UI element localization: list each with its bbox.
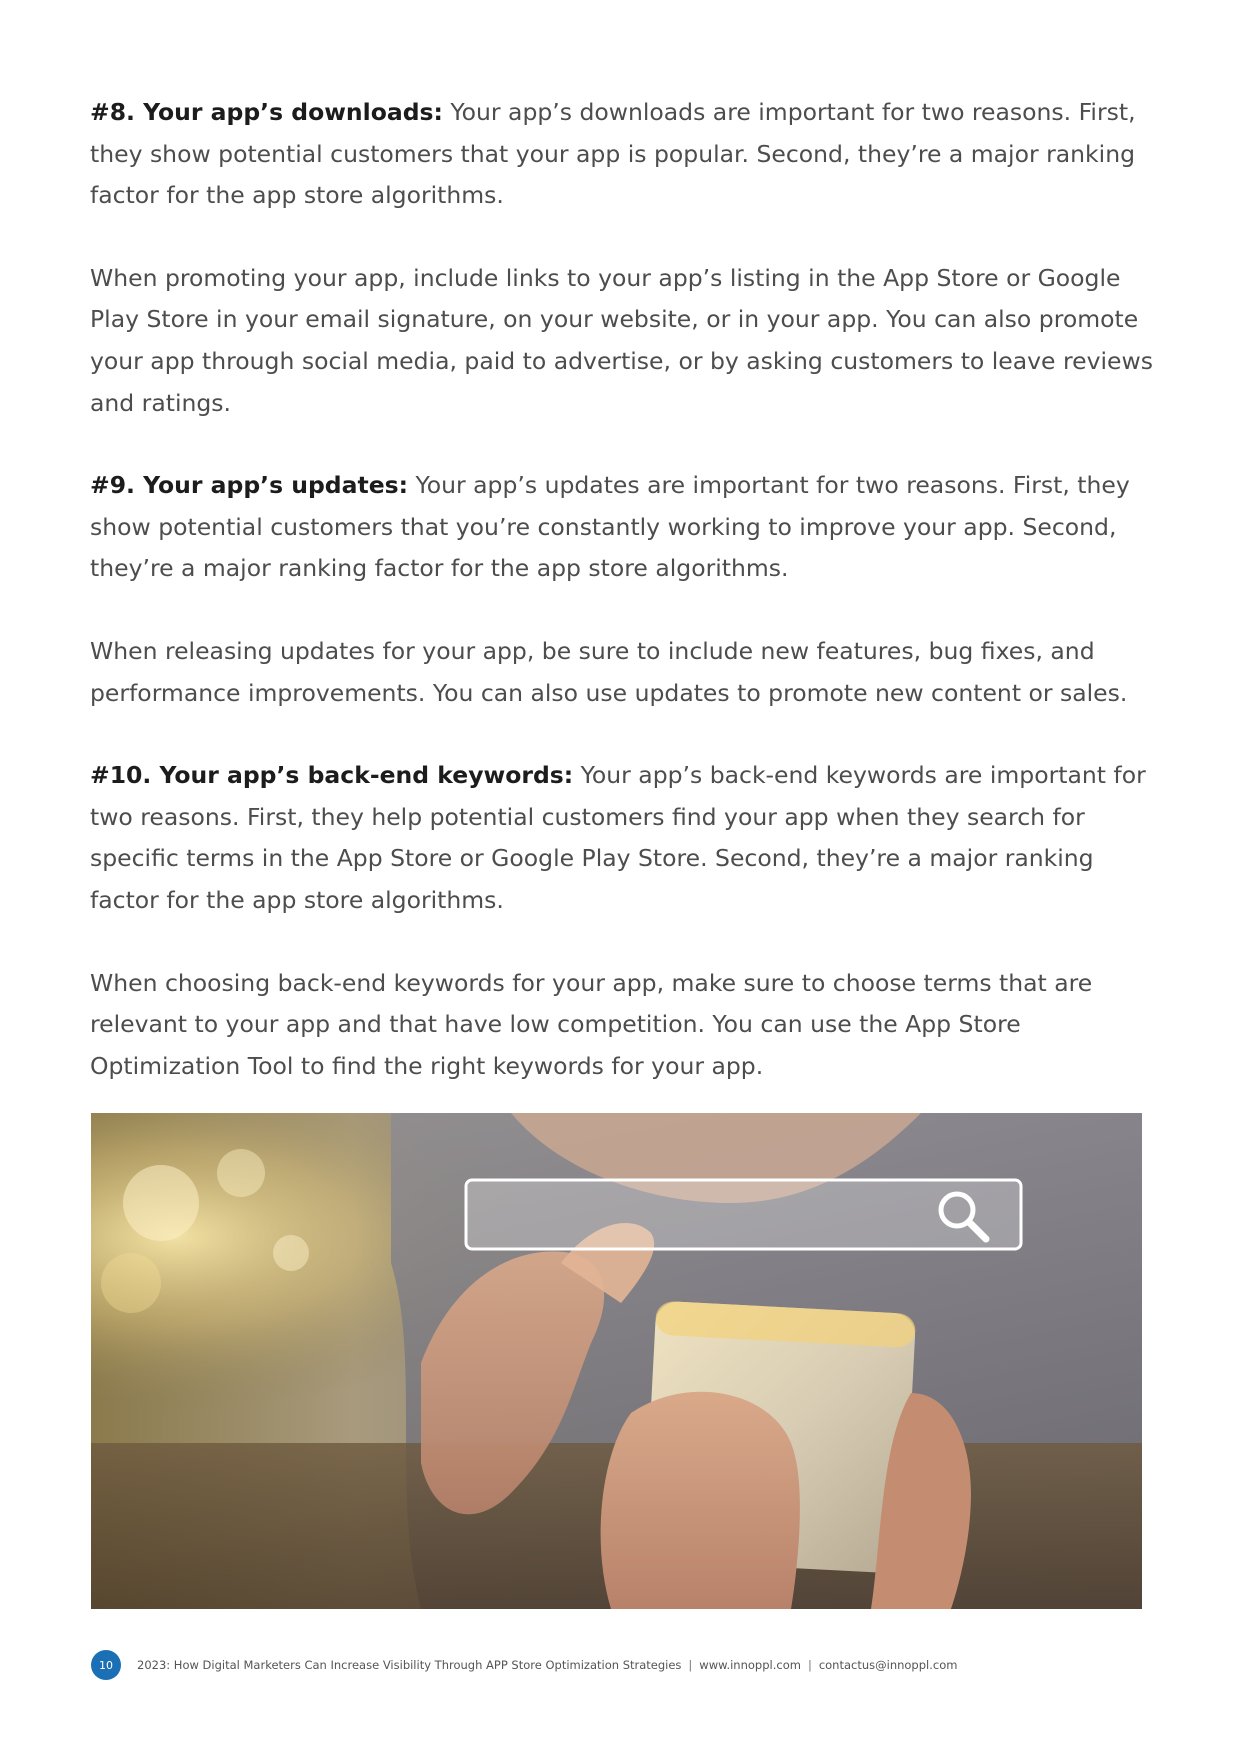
section-text: When choosing back-end keywords for your app, make sure to choose terms that are relevant to your app and that have low competition. You can use the App Store Optimization Tool to find the right keywords for your app. <box>90 968 1093 1080</box>
section-text: Your app’s updates are important for two reasons. First, they show potential customers that you’re constantly working to improve your app. Second, they’re a major ranking factor for the app store algorithms. <box>90 471 1130 583</box>
section-text: When releasing updates for your app, be sure to include new features, bug fixes, and performance improvements. You can also use updates to promote new content or sales. <box>90 636 1128 707</box>
section-text: Your app’s back-end keywords are important for two reasons. First, they help potential customers find your app when they search for specific terms in the App Store or Google Play Store. Second, they’re a major ranking factor for the app store algorithms. <box>90 761 1146 914</box>
section-text: When promoting your app, include links to your app’s listing in the App Store or Google Play Store in your email signature, on your website, or in your app. You can also promote your app through social media, paid to advertise, or by asking customers to leave reviews and ratings. <box>90 263 1153 417</box>
smartphone-search-photo <box>91 1113 1142 1609</box>
section-text: Your app’s downloads are important for two reasons. First, they show potential customers that your app is popular. Second, they’re a major ranking factor for the app store algorithms. <box>90 98 1136 210</box>
section-heading: #9. Your app’s updates: <box>90 471 409 500</box>
article-body <box>90 92 1165 1128</box>
photo-illustration <box>91 1113 1142 1609</box>
paragraph-releasing <box>90 631 1165 714</box>
page-footer <box>91 1650 957 1680</box>
section-heading: #8. Your app’s downloads: <box>90 98 443 126</box>
section-updates <box>90 465 1165 590</box>
footer-email-link[interactable]: contactus@innoppl.com <box>818 1658 958 1672</box>
page-number-badge: 10 <box>91 1650 121 1680</box>
section-backend-keywords <box>90 755 1165 921</box>
section-heading: #10. Your app’s back-end keywords: <box>90 761 574 790</box>
paragraph-choosing-keywords <box>90 963 1165 1088</box>
footer-title: 2023: How Digital Marketers Can Increase Visibility Through APP Store Optimization Strategies <box>137 1658 682 1672</box>
footer-separator: | <box>688 1658 693 1672</box>
section-downloads <box>90 92 1165 217</box>
paragraph-promoting <box>90 258 1165 424</box>
search-bar-graphic <box>466 1180 1021 1249</box>
footer-website-link[interactable]: www.innoppl.com <box>699 1658 801 1672</box>
footer-separator: | <box>807 1658 812 1672</box>
